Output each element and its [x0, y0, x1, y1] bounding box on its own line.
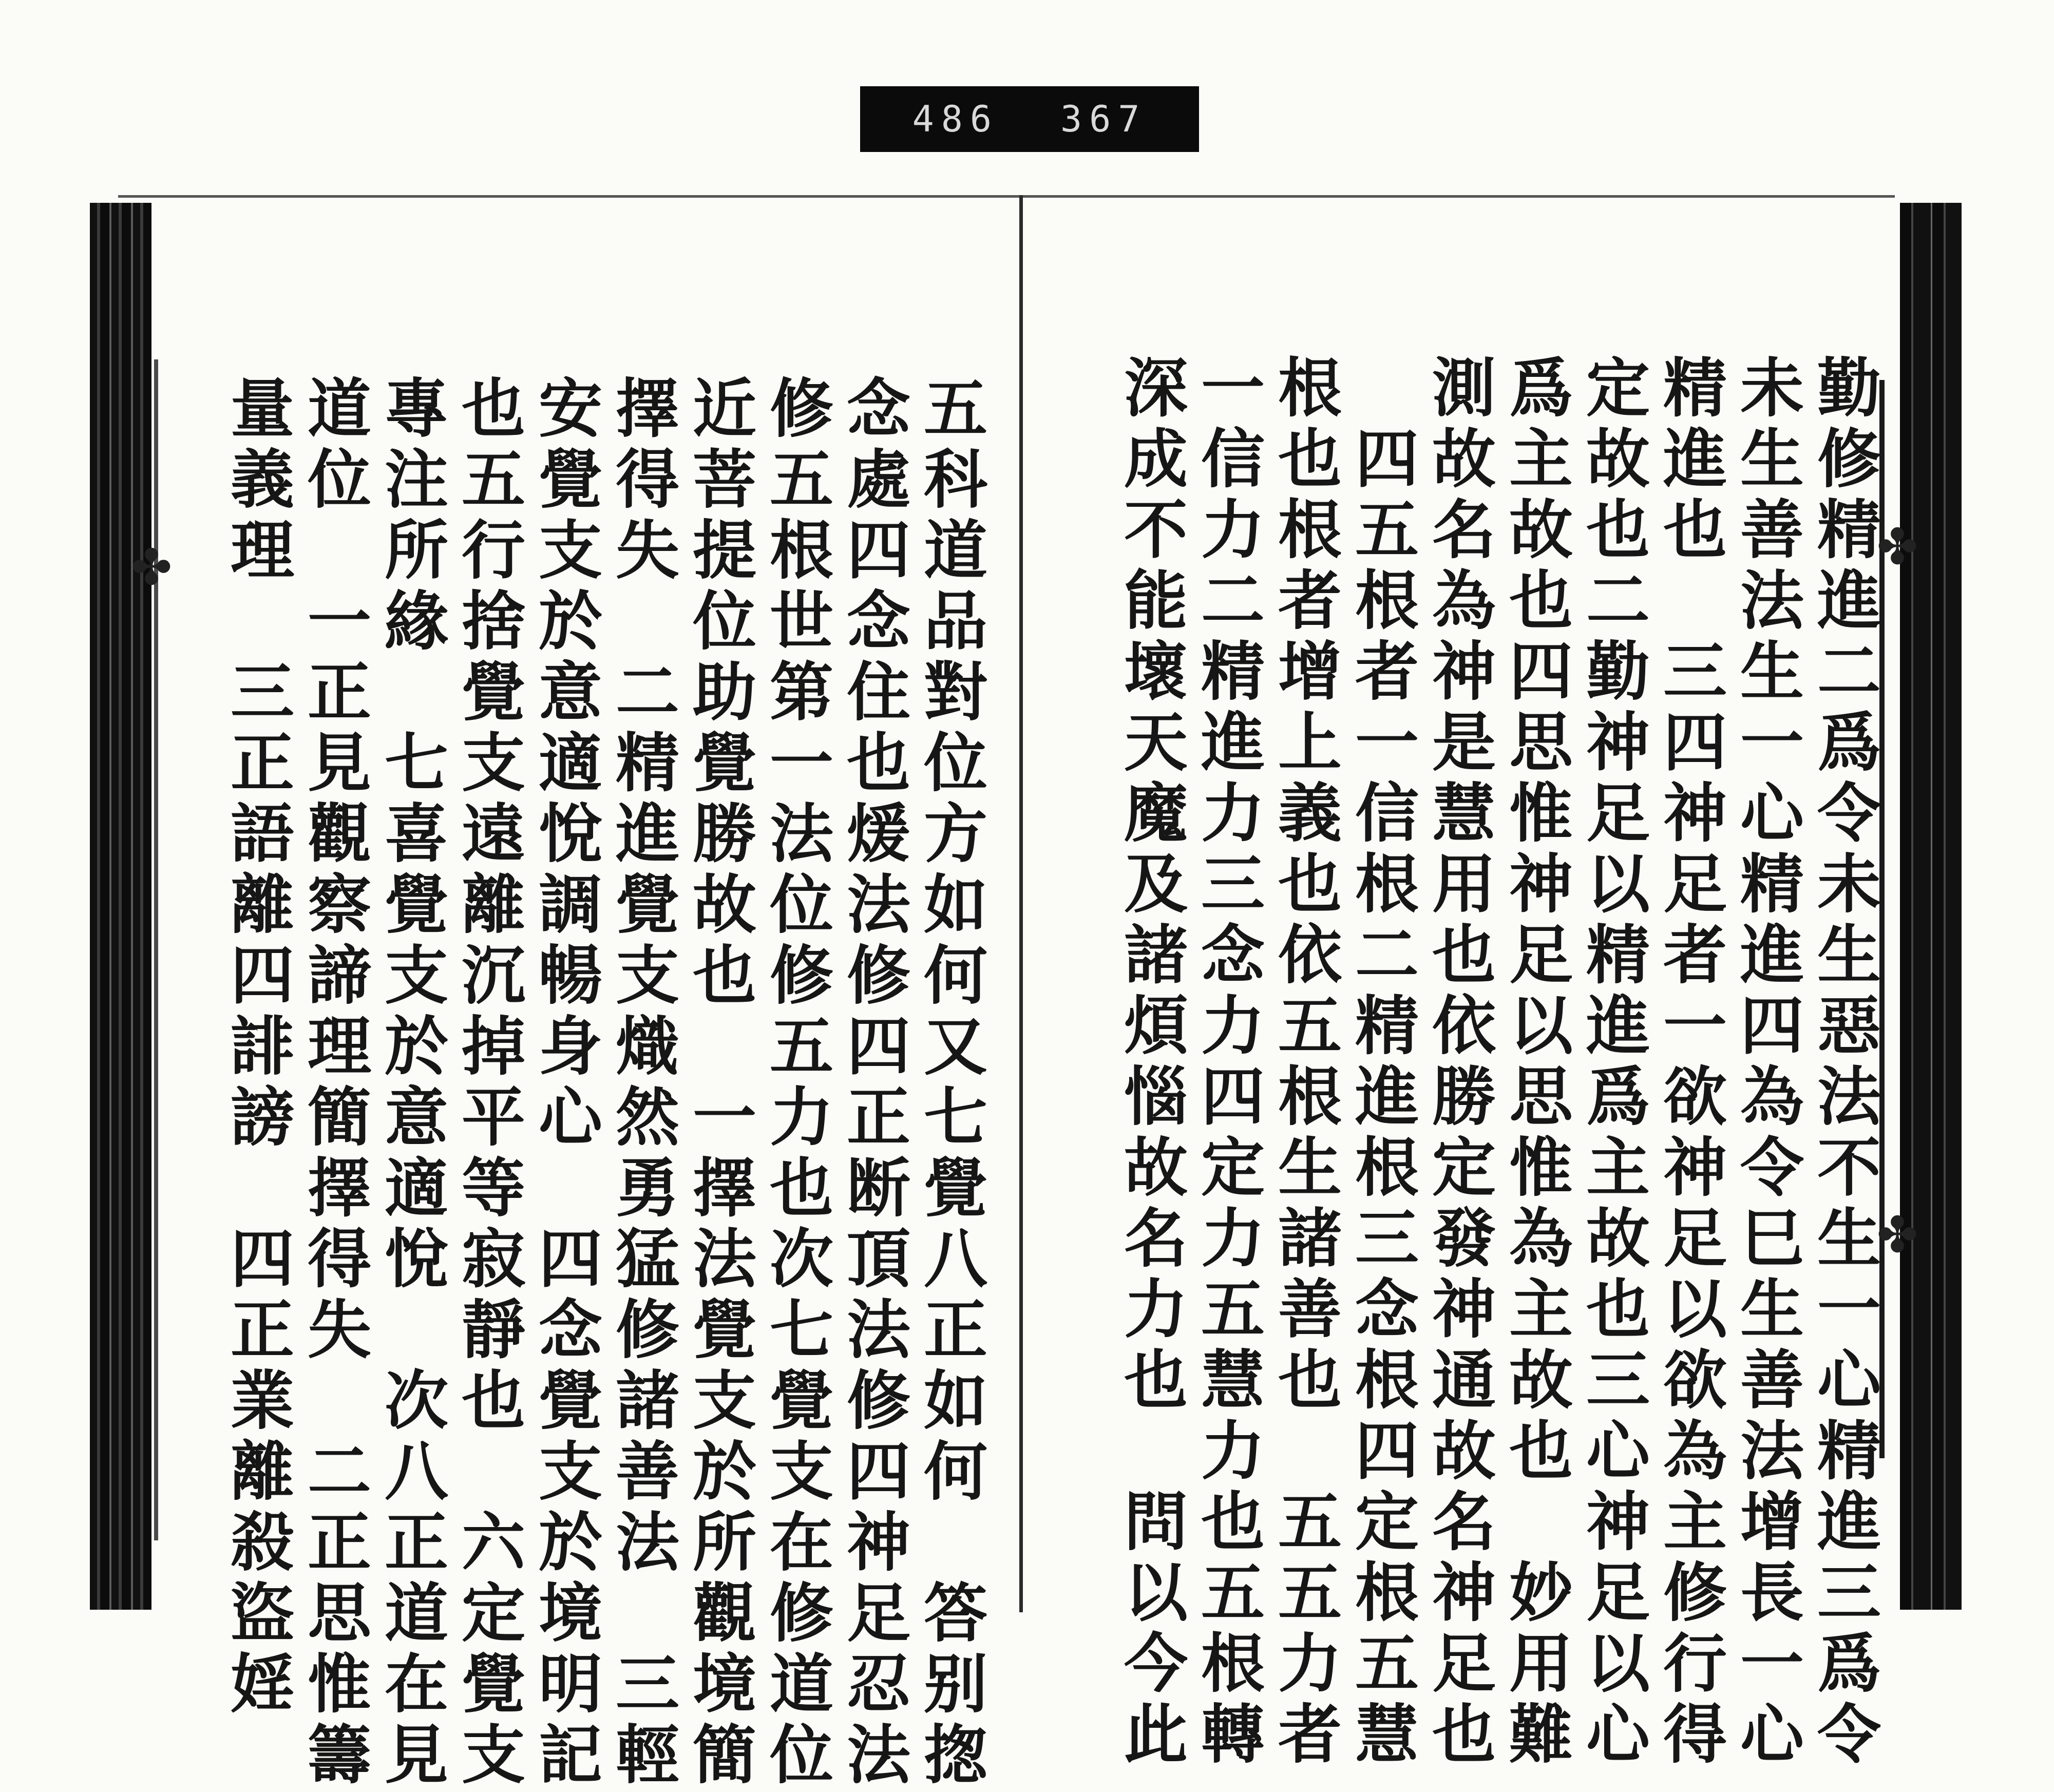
right-fishtail-ornament-top-icon: ✤: [1876, 518, 1918, 576]
right-page-column: 四五根者一信根二精進根三念根四定根五慧: [1344, 354, 1419, 1771]
left-fishtail-ornament-icon: ✤: [130, 539, 173, 596]
left-page-edge: [90, 203, 151, 1610]
right-page-column: 深成不能壞天魔及諸煩惱故名力也 問以今此: [1113, 354, 1188, 1771]
right-page-column: 精進也 三四神足者一欲神足以欲為主修行得: [1652, 354, 1727, 1771]
left-margin-line: [154, 359, 158, 1540]
left-page-column: 近菩提位助覺勝故也 一擇法覺支於所觀境簡: [682, 375, 756, 1792]
book-spine-gutter: [1019, 195, 1023, 1612]
right-fishtail-ornament-bottom-icon: ✤: [1876, 1206, 1918, 1264]
left-page-column: 念處四念住也煖法修四正断頂法修四神足忍法: [836, 375, 910, 1792]
left-page-column: 擇得失 二精進覺支熾然勇猛修諸善法 三輕: [605, 375, 679, 1792]
left-page-column: 專注所緣 七喜覺支於意適悅 次八正道在見: [374, 375, 448, 1792]
right-page-edge: [1900, 203, 1962, 1610]
catalog-number-right: 367: [1060, 98, 1147, 140]
right-page-column: 勤修精進二爲令未生惡法不生一心精進三爲令: [1806, 354, 1881, 1771]
catalog-label-plate: [860, 86, 1199, 152]
left-page-column: 修五根世第一法位修五力也次七覺支在修道位: [759, 375, 833, 1792]
right-page-column: 一信力二精進力三念力四定力五慧力也五根轉: [1190, 354, 1265, 1771]
left-page-column: 量義理 三正語離四誹謗 四正業離殺盜婬: [220, 375, 294, 1721]
right-page-column: 未生善法生一心精進四為令巳生善法增長一心: [1729, 354, 1804, 1771]
left-page-column: 五科道品對位方如何又七覺八正如何 答别揔: [913, 375, 987, 1792]
right-page-column: 測故名為神是慧用也依勝定發神通故名神足也: [1421, 354, 1496, 1771]
right-page-column: 爲主故也四思惟神足以思惟為主故也 妙用難: [1498, 354, 1573, 1771]
left-page-column: 道位 一正見觀察諦理簡擇得失 二正思惟籌: [297, 375, 371, 1792]
catalog-number-left: 486: [912, 98, 999, 140]
left-page-column: 也五行捨覺支遠離沉掉平等寂靜也 六定覺支: [451, 375, 525, 1792]
right-page-column: 根也根者增上義也依五根生諸善也 五五力者: [1267, 354, 1342, 1771]
left-page-column: 安覺支於意適悅調暢身心 四念覺支於境明記: [528, 375, 602, 1792]
right-page-column: 定故也二勤神足以精進爲主故也三心神足以心: [1575, 354, 1650, 1771]
top-border-rule: [118, 195, 1895, 198]
